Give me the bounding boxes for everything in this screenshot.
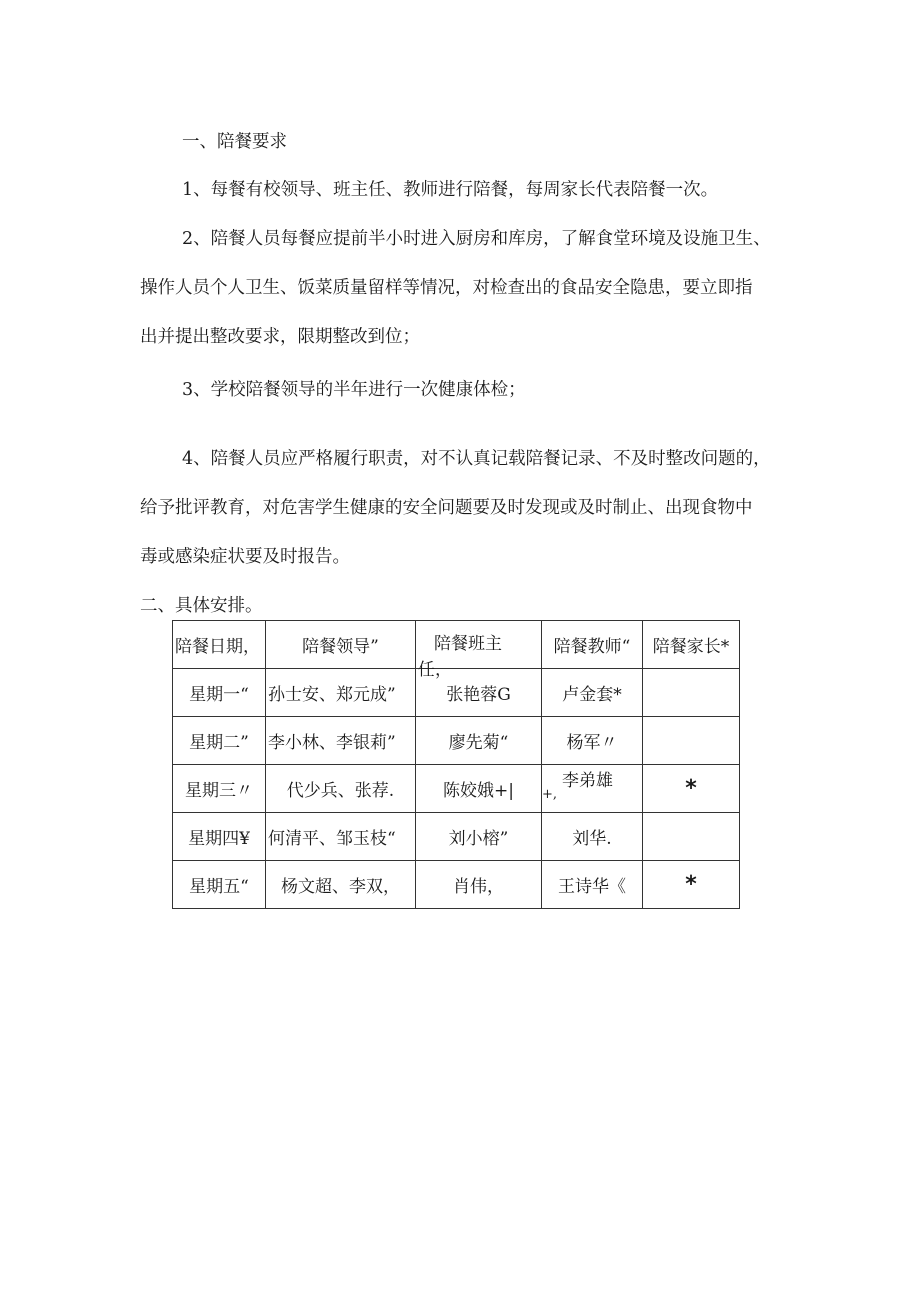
cell-day: 星期四¥ (173, 813, 266, 861)
section1-heading: 一、陪餐要求 (182, 132, 287, 152)
cell-parent (643, 717, 740, 765)
schedule-table (172, 620, 740, 909)
cell-teacher: 杨军〃 (542, 717, 643, 765)
cell-leaders: 代少兵、张荐. (266, 765, 416, 813)
item2-line2: 操作人员个人卫生、饭菜质量留样等情况，对检查出的食品安全隐患，要立即指 (140, 278, 753, 298)
item3-line1: 3、学校陪餐领导的半年进行一次健康体检； (182, 380, 526, 400)
table-header-row (173, 621, 740, 669)
cell-teacher: 刘华. (542, 813, 643, 861)
cell-parent (643, 669, 740, 717)
table-row (173, 861, 740, 909)
item4-line3: 毒或感染症状要及时报告。 (140, 547, 350, 567)
cell-day: 星期三〃 (173, 765, 266, 813)
cell-teacher (542, 765, 643, 813)
cell-head-teacher: 肖伟， (416, 861, 542, 909)
item4-line2: 给予批评教育，对危害学生健康的安全问题要及时发现或及时制止、出现食物中 (140, 498, 753, 518)
cell-teacher-line1: 李弟雄 (562, 771, 613, 791)
cell-parent: * (643, 765, 740, 813)
header-leader: 陪餐领导” (266, 621, 416, 669)
cell-parent: * (643, 861, 740, 909)
header-head-teacher-line1: 陪餐班主 (434, 634, 502, 654)
header-parent: 陪餐家长* (643, 621, 740, 669)
cell-leaders: 孙士安、郑元成” (266, 669, 416, 717)
section2-heading: 二、具体安排。 (140, 596, 263, 616)
cell-head-teacher: 张艳蓉G (416, 669, 542, 717)
item1-line1: 1、每餐有校领导、班主任、教师进行陪餐，每周家长代表陪餐一次。 (182, 180, 719, 200)
cell-day: 星期二” (173, 717, 266, 765)
cell-day: 星期一“ (173, 669, 266, 717)
cell-leaders: 杨文超、李双， (266, 861, 416, 909)
cell-teacher: 王诗华《 (542, 861, 643, 909)
table-row (173, 717, 740, 765)
item2-line1: 2、陪餐人员每餐应提前半小时进入厨房和库房，了解食堂环境及设施卫生、 (182, 229, 771, 249)
cell-head-teacher: 刘小榕” (416, 813, 542, 861)
cell-head-teacher: 陈姣娥+| (416, 765, 542, 813)
cell-teacher: 卢金套* (542, 669, 643, 717)
cell-leaders: 李小林、李银莉” (266, 717, 416, 765)
table-row (173, 813, 740, 861)
item4-line1: 4、陪餐人员应严格履行职责，对不认真记载陪餐记录、不及时整改问题的， (182, 449, 771, 469)
table-row (173, 765, 740, 813)
item2-line3: 出并提出整改要求，限期整改到位； (140, 327, 420, 347)
cell-leaders: 何清平、邹玉枝“ (266, 813, 416, 861)
table-row (173, 669, 740, 717)
cell-head-teacher: 廖先菊“ (416, 717, 542, 765)
header-head-teacher (416, 621, 542, 680)
cell-teacher-line2: +, (542, 787, 558, 802)
header-teacher: 陪餐教师“ (542, 621, 643, 669)
header-date: 陪餐日期， (173, 621, 266, 669)
header-head-teacher-line2: 任， (418, 660, 452, 680)
cell-parent (643, 813, 740, 861)
cell-day: 星期五“ (173, 861, 266, 909)
